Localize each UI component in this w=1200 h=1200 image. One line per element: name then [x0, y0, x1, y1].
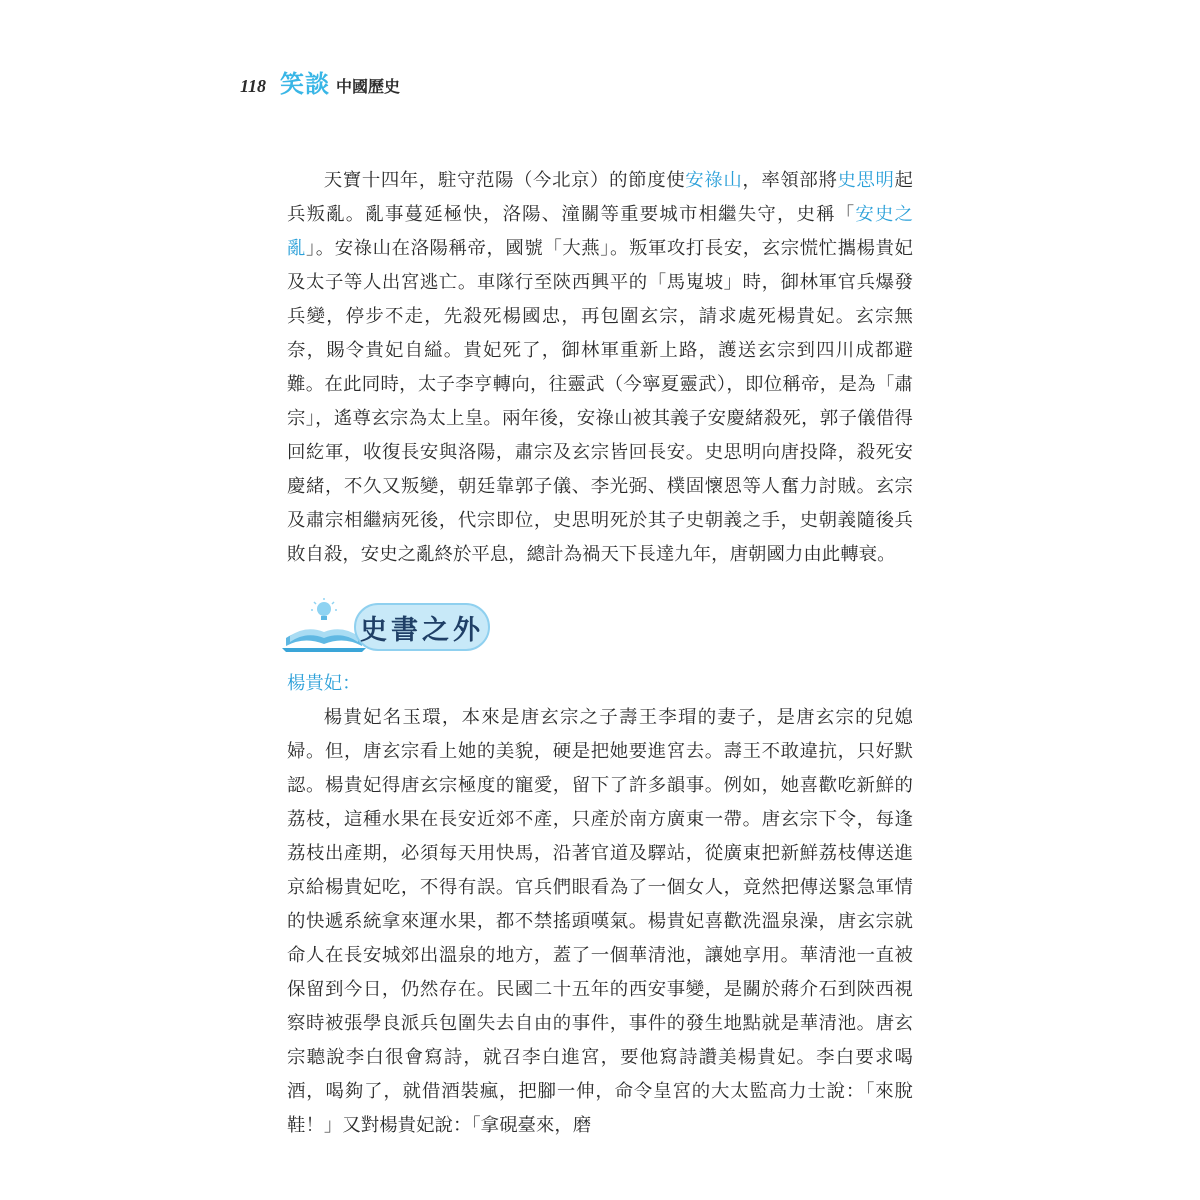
section-subtitle: 楊貴妃： — [287, 673, 361, 694]
highlight-shi-siming: 史思明 — [837, 170, 895, 191]
text-run: 天寶十四年，駐守范陽（今北京）的節度使 — [323, 170, 686, 191]
text-run: ，率領部將 — [742, 170, 838, 191]
paragraph-yang-guifei — [287, 701, 913, 1143]
paragraph-text: 楊貴妃名玉環，本來是唐玄宗之子壽王李瑁的妻子，是唐玄宗的兒媳婦。但，唐玄宗看上她的美貌，硬是把她要進宮去。壽王不敢違抗，只好默認。楊貴妃得唐玄宗極度的寵愛，留下了許多韻事。例如，她喜歡吃新鮮的荔枝，這種水果在長安近郊不產，只產於南方廣東一帶。唐玄宗下令，每逢荔枝出產期，必須每天用快馬，沿著官道及驛站，從廣東把新鮮荔枝傳送進京給楊貴妃吃，不得有誤。官兵們眼看為了一個女人，竟然把傳送緊急軍情的快遞系統拿來運水果，都不禁搖頭嘆氣。楊貴妃喜歡洗溫泉澡，唐玄宗就命人在長安城郊出溫泉的地方，蓋了一個華清池，讓她享用。華清池一直被保留到今日，仍然存在。民國二十五年的西安事變，是關於蔣介石到陝西視察時被張學良派兵包圍失去自由的事件，事件的發生地點就是華清池。唐玄宗聽說李白很會寫詩，就召李白進宮，要他寫詩讚美楊貴妃。李白要求喝酒，喝夠了，就借酒裝瘋，把腳一伸，命令皇宮的大太監高力士說：「來脫鞋！」又對楊貴妃說：「拿硯臺來，磨 — [287, 707, 913, 1136]
highlight-an-lushan: 安祿山 — [685, 170, 743, 191]
lightbulb-icon — [311, 598, 337, 620]
page-number: 118 — [240, 76, 267, 96]
section-title-badge: 史書之外 — [354, 603, 490, 651]
paragraph-text — [287, 164, 913, 572]
paragraph-an-shi-rebellion — [287, 164, 913, 572]
text-run: 」。安祿山在洛陽稱帝，國號「大燕」。叛軍攻打長安，玄宗慌忙攜楊貴妃及太子等人出宮逃亡。車隊行至陝西興平的「馬嵬坡」時，御林軍官兵爆發兵變，停步不走，先殺死楊國忠，再包圍玄宗，請求處死楊貴妃。玄宗無奈，賜令貴妃自縊。貴妃死了，御林軍重新上路，護送玄宗到四川成都避難。在此同時，太子李亨轉向，往靈武（今寧夏靈武），即位稱帝，是為「肅宗」，遙尊玄宗為太上皇。兩年後，安祿山被其義子安慶緒殺死，郭子儀借得回紇軍，收復長安與洛陽，肅宗及玄宗皆回長安。史思明向唐投降，殺死安慶緒，不久又叛變，朝廷靠郭子儀、李光弼、樸固懷恩等人奮力討賊。玄宗及肅宗相繼病死後，代宗即位，史思明死於其子史朝義之手，史朝義隨後兵敗自殺，安史之亂終於平息，總計為禍天下長達九年，唐朝國力由此轉衰。 — [287, 238, 913, 565]
text-run: 起兵叛亂。亂事蔓延極快，洛陽、潼關等重要城市相繼失守，史稱「 — [287, 170, 913, 225]
page-header — [240, 64, 400, 100]
highlight-an-shi-rebellion: 安史之亂 — [287, 204, 913, 259]
book-brand: 笑談 — [280, 70, 331, 98]
book-subtitle: 中國歷史 — [336, 77, 401, 96]
